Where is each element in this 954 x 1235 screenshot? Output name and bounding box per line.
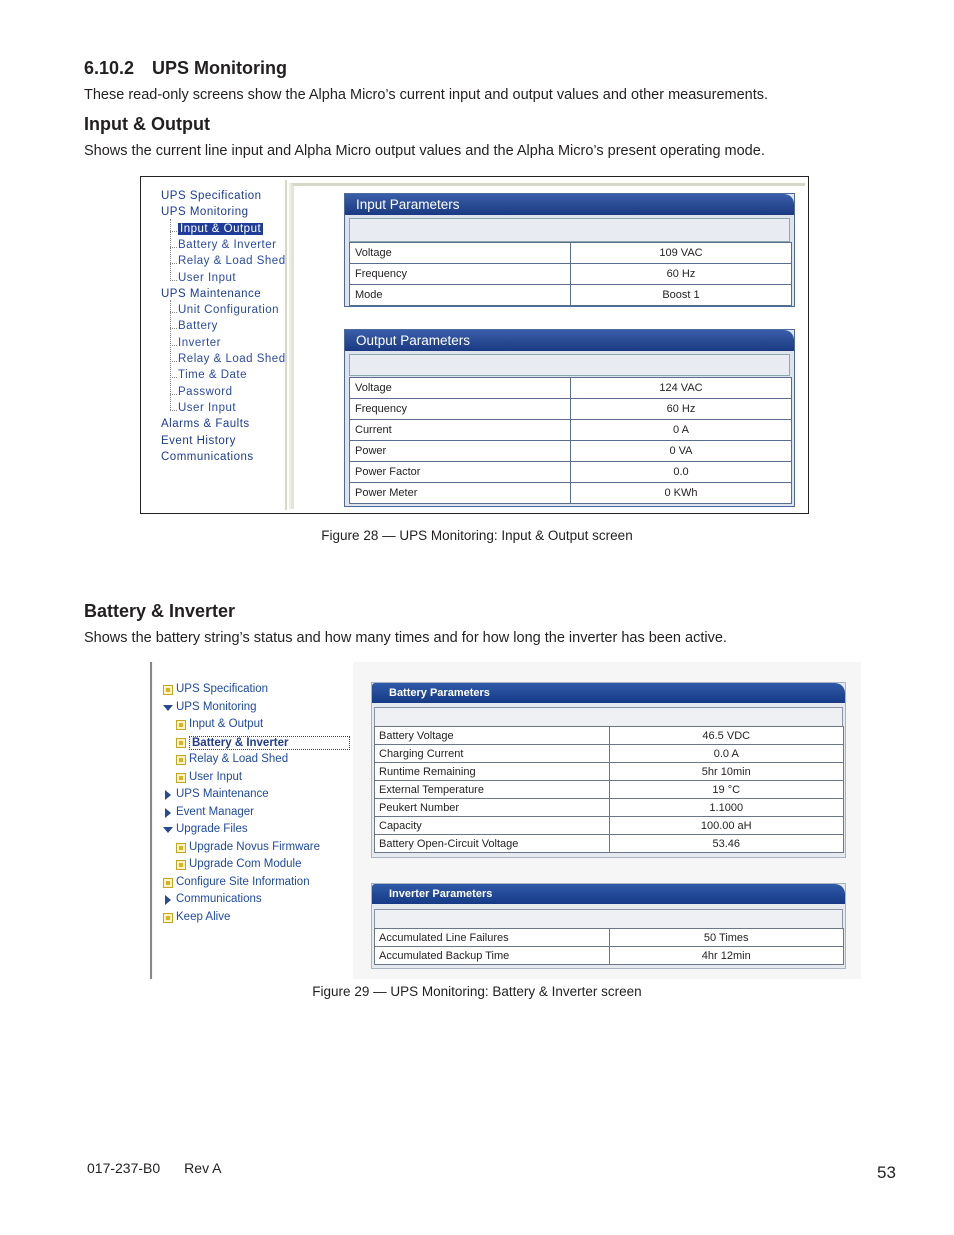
parameter-value: 60 Hz	[571, 399, 792, 420]
nav-item-ups-specification[interactable]: UPS Specification	[161, 190, 262, 202]
tree-connector	[170, 247, 177, 248]
parameter-name: Capacity	[375, 817, 610, 835]
fig28-nav-tree	[144, 180, 287, 510]
parameter-value: 4hr 12min	[609, 947, 844, 965]
table-row	[375, 835, 844, 853]
page-icon	[176, 738, 186, 748]
figure-29-screenshot	[150, 662, 861, 979]
parameter-value: 0.0 A	[609, 745, 844, 763]
inverter-panel-header-strip	[374, 909, 843, 929]
page-icon	[163, 878, 173, 888]
nav-item-configure-site-information[interactable]: Configure Site Information	[176, 875, 310, 888]
nav-item-event-manager[interactable]: Event Manager	[176, 805, 254, 818]
battery-parameters-title: Battery Parameters	[372, 683, 845, 703]
battery-inverter-heading: Battery & Inverter	[84, 601, 236, 621]
section-heading	[84, 58, 287, 79]
nav-item-upgrade-novus-firmware[interactable]: Upgrade Novus Firmware	[189, 840, 321, 853]
tree-connector	[170, 361, 177, 362]
page-icon	[176, 843, 186, 853]
table-row	[375, 799, 844, 817]
output-parameters-table	[349, 377, 792, 504]
nav-item-keep-alive[interactable]: Keep Alive	[176, 910, 231, 923]
parameter-value: 0 VA	[571, 441, 792, 462]
input-output-description: Shows the current line input and Alpha Micro output values and the Alpha Micro’s present operating mode.	[84, 143, 765, 159]
battery-panel-header-strip	[374, 707, 843, 727]
input-parameters-table	[349, 242, 792, 306]
nav-item-password[interactable]: Password	[178, 385, 233, 398]
parameter-value: 0.0	[571, 462, 792, 483]
nav-item-event-history[interactable]: Event History	[161, 434, 236, 447]
output-parameters-panel	[344, 329, 795, 507]
parameter-name: Current	[350, 420, 571, 441]
parameter-name: Voltage	[350, 378, 571, 399]
table-row	[350, 378, 792, 399]
page-icon	[176, 773, 186, 783]
page-number: 53	[877, 1163, 896, 1182]
footer-revision: Rev A	[184, 1160, 222, 1176]
table-row	[350, 462, 792, 483]
parameter-name: Power	[350, 441, 571, 462]
parameter-value: 109 VAC	[571, 243, 792, 264]
battery-inverter-description: Shows the battery string’s status and how many times and for how long the inverter has been active.	[84, 630, 727, 646]
nav-item-input-and-output[interactable]: Input & Output	[180, 222, 262, 235]
table-row	[375, 781, 844, 799]
table-row	[350, 483, 792, 504]
battery-parameters-table	[374, 726, 844, 853]
nav-item-battery[interactable]: Battery	[178, 320, 218, 333]
parameter-name: Power Meter	[350, 483, 571, 504]
nav-item-user-input[interactable]: User Input	[178, 401, 237, 414]
nav-item-battery-and-inverter[interactable]: Battery & Inverter	[178, 238, 277, 251]
tree-connector	[170, 377, 177, 378]
parameter-value: 0 A	[571, 420, 792, 441]
parameter-value: 1.1000	[609, 799, 844, 817]
table-row	[375, 929, 844, 947]
fig29-nav-border	[150, 662, 152, 979]
nav-item-ups-maintenance[interactable]: UPS Maintenance	[176, 788, 269, 800]
parameter-value: Boost 1	[571, 285, 792, 306]
table-row	[375, 763, 844, 781]
inverter-parameters-panel	[371, 883, 846, 969]
nav-item-input-and-output[interactable]: Input & Output	[189, 718, 264, 730]
fig28-content-area	[291, 183, 805, 509]
table-row	[375, 817, 844, 835]
tree-connector	[170, 345, 177, 346]
footer-doc-number: 017-237-B0	[87, 1160, 161, 1176]
input-panel-header-strip	[349, 218, 790, 242]
parameter-value: 50 Times	[609, 929, 844, 947]
page-icon	[176, 720, 186, 730]
table-row	[350, 420, 792, 441]
table-row	[350, 399, 792, 420]
parameter-value: 5hr 10min	[609, 763, 844, 781]
nav-item-communications[interactable]: Communications	[161, 450, 254, 463]
parameter-value: 60 Hz	[571, 264, 792, 285]
nav-item-ups-maintenance[interactable]: UPS Maintenance	[161, 287, 262, 300]
nav-item-battery-and-inverter[interactable]: Battery & Inverter	[189, 736, 350, 750]
section-title: UPS Monitoring	[152, 58, 288, 78]
expanded-arrow-icon[interactable]	[163, 827, 173, 833]
page-icon	[163, 685, 173, 695]
tree-connector	[170, 280, 177, 281]
parameter-name: Accumulated Backup Time	[375, 947, 610, 965]
collapsed-arrow-icon[interactable]	[165, 808, 171, 818]
nav-item-time-and-date[interactable]: Time & Date	[178, 369, 247, 382]
expanded-arrow-icon[interactable]	[163, 705, 173, 711]
nav-item-relay-and-load-shed[interactable]: Relay & Load Shed	[178, 255, 286, 268]
nav-item-upgrade-files[interactable]: Upgrade Files	[176, 823, 248, 835]
inverter-parameters-table	[374, 928, 844, 965]
collapsed-arrow-icon[interactable]	[165, 895, 171, 905]
parameter-name: Peukert Number	[375, 799, 610, 817]
fig29-nav-tree	[153, 662, 353, 979]
tree-branch-line	[170, 300, 171, 410]
page-icon	[163, 913, 173, 923]
parameter-name: Power Factor	[350, 462, 571, 483]
tree-connector	[170, 231, 177, 232]
parameter-name: Battery Open-Circuit Voltage	[375, 835, 610, 853]
table-row	[350, 243, 792, 264]
tree-branch-line	[170, 219, 171, 280]
parameter-name: Charging Current	[375, 745, 610, 763]
nav-item-inverter[interactable]: Inverter	[178, 336, 221, 349]
tree-connector	[170, 328, 177, 329]
parameter-name: Accumulated Line Failures	[375, 929, 610, 947]
parameter-name: Voltage	[350, 243, 571, 264]
page-icon	[176, 755, 186, 765]
nav-item-alarms-and-faults[interactable]: Alarms & Faults	[161, 418, 250, 431]
parameter-value: 0 KWh	[571, 483, 792, 504]
nav-item-ups-specification[interactable]: UPS Specification	[176, 683, 269, 695]
figure-29-caption: Figure 29 — UPS Monitoring: Battery & Inverter screen	[312, 984, 642, 999]
table-row	[350, 285, 792, 306]
parameter-value: 46.5 VDC	[609, 727, 844, 745]
tree-connector	[170, 394, 177, 395]
parameter-name: External Temperature	[375, 781, 610, 799]
table-row	[375, 727, 844, 745]
table-row	[350, 264, 792, 285]
tree-connector	[170, 410, 177, 411]
parameter-value: 53.46	[609, 835, 844, 853]
parameter-value: 19 °C	[609, 781, 844, 799]
nav-item-communications[interactable]: Communications	[176, 893, 262, 905]
footer-doc-info	[87, 1160, 222, 1176]
input-parameters-title: Input Parameters	[345, 194, 794, 215]
nav-item-upgrade-com-module[interactable]: Upgrade Com Module	[189, 858, 302, 870]
output-parameters-title: Output Parameters	[345, 330, 794, 351]
nav-item-ups-monitoring[interactable]: UPS Monitoring	[161, 206, 249, 219]
table-row	[375, 947, 844, 965]
nav-item-user-input[interactable]: User Input	[178, 271, 237, 284]
section-number: 6.10.2	[84, 58, 135, 78]
parameter-name: Runtime Remaining	[375, 763, 610, 781]
battery-parameters-panel	[371, 682, 846, 858]
parameter-value: 124 VAC	[571, 378, 792, 399]
nav-item-unit-configuration[interactable]: Unit Configuration	[178, 304, 280, 317]
parameter-name: Battery Voltage	[375, 727, 610, 745]
collapsed-arrow-icon[interactable]	[165, 790, 171, 800]
table-row	[375, 745, 844, 763]
input-parameters-panel	[344, 193, 795, 307]
table-row	[350, 441, 792, 462]
section-intro: These read-only screens show the Alpha Micro’s current input and output values and other measurements.	[84, 87, 769, 103]
figure-28-caption: Figure 28 — UPS Monitoring: Input & Output screen	[321, 528, 633, 543]
nav-item-relay-and-load-shed[interactable]: Relay & Load Shed	[178, 353, 286, 365]
parameter-name: Frequency	[350, 399, 571, 420]
nav-item-user-input[interactable]: User Input	[189, 770, 243, 783]
nav-item-relay-and-load-shed[interactable]: Relay & Load Shed	[189, 753, 289, 765]
page-icon	[176, 860, 186, 870]
inverter-parameters-title: Inverter Parameters	[372, 884, 845, 904]
figure-28-screenshot	[140, 176, 809, 514]
tree-connector	[170, 263, 177, 264]
nav-item-ups-monitoring[interactable]: UPS Monitoring	[176, 700, 257, 713]
input-output-heading: Input & Output	[84, 114, 210, 134]
parameter-name: Frequency	[350, 264, 571, 285]
parameter-value: 100.00 aH	[609, 817, 844, 835]
tree-connector	[170, 312, 177, 313]
output-panel-header-strip	[349, 354, 790, 376]
parameter-name: Mode	[350, 285, 571, 306]
